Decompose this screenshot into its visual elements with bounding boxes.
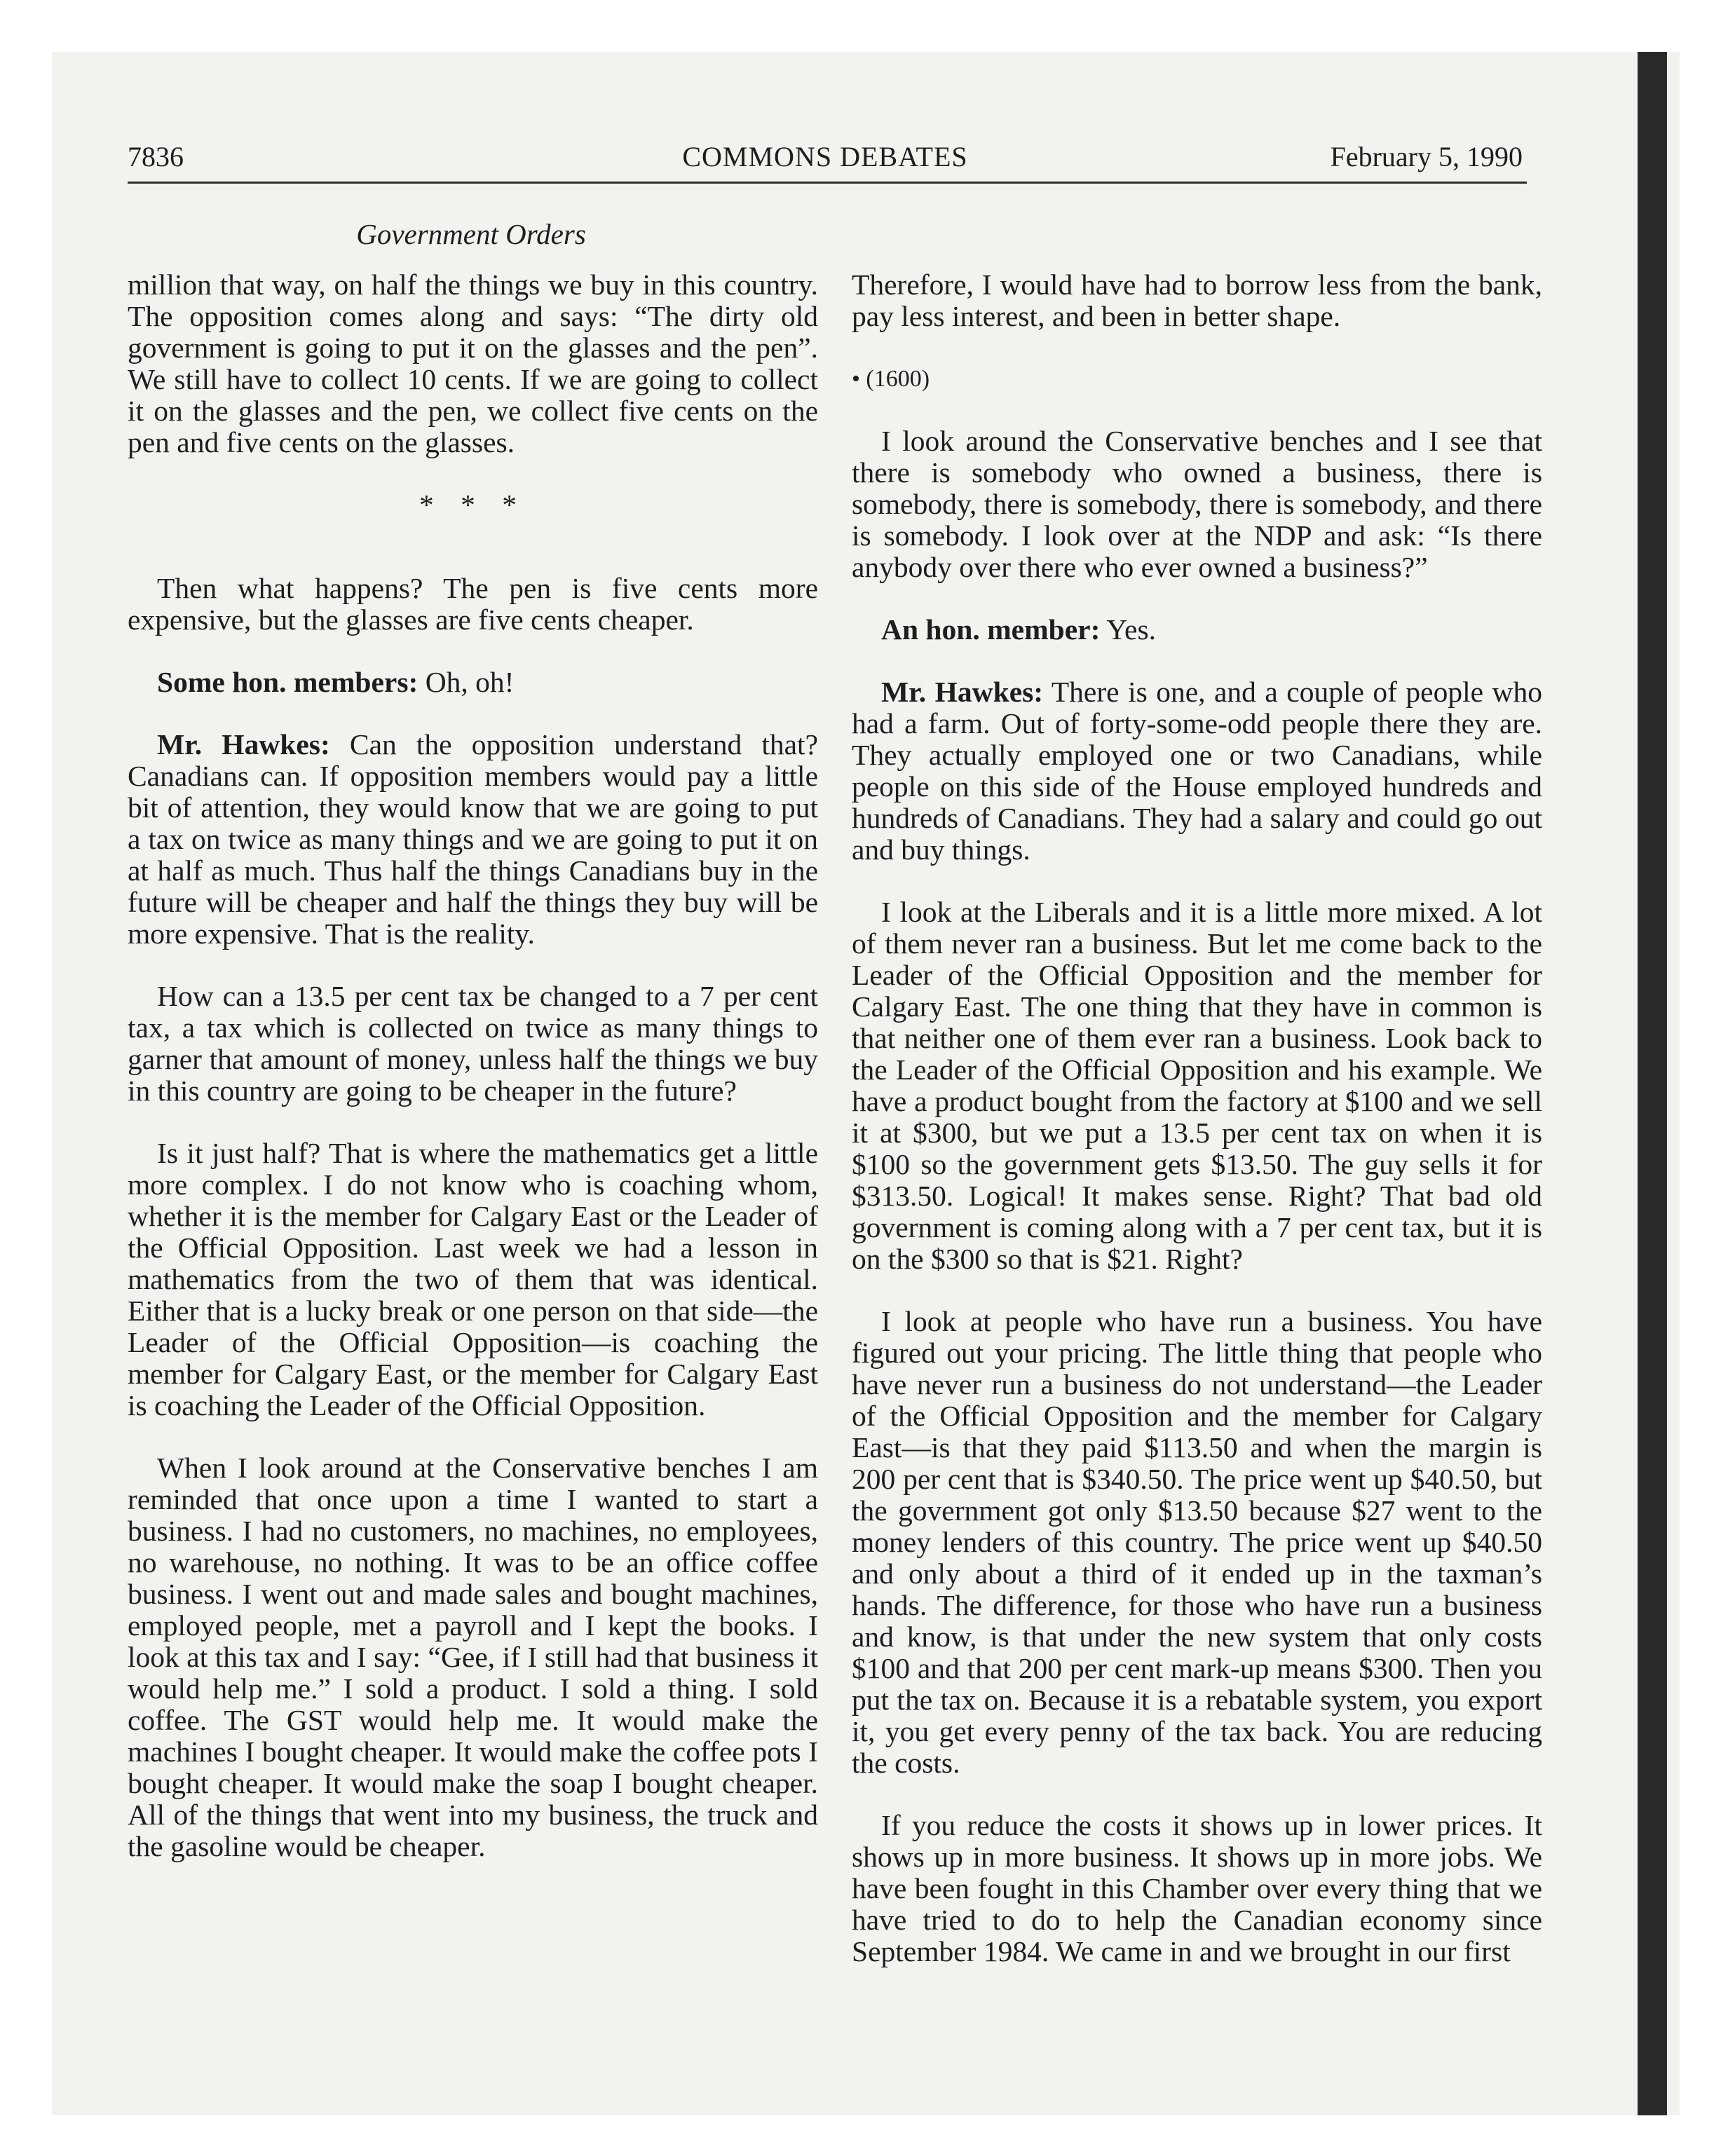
paragraph: Then what happens? The pen is five cents more expensive, but the glasses are five cents cheaper. bbox=[128, 572, 818, 636]
speaker-name: Mr. Hawkes: bbox=[157, 728, 330, 760]
scan-edge-bar bbox=[1638, 52, 1667, 2115]
speech-paragraph bbox=[852, 676, 1542, 866]
journal-title: COMMONS DEBATES bbox=[682, 141, 968, 172]
speaker-name: Some hon. members: bbox=[157, 666, 419, 698]
speech-text: Yes. bbox=[1100, 613, 1156, 646]
right-column bbox=[852, 269, 1542, 1998]
speech-text: There is one, and a couple of people who had a farm. Out of forty-some-odd people there they are. They actually employed one or two Canadians, while people on this side of the House employed hundreds and hundreds of Canadians. They had a salary and could go out and buy things. bbox=[852, 676, 1543, 866]
paragraph: I look around the Conservative benches and I see that there is somebody who owned a business, there is somebody, there is somebody, there is somebody, and there is somebody. I look over at the NDP and ask: “Is there anybody over there who ever owned a business?” bbox=[852, 425, 1542, 583]
speech-paragraph bbox=[128, 667, 818, 698]
paragraph: When I look around at the Conservative benches I am reminded that once upon a time I wanted to start a business. I had no customers, no machines, no employees, no warehouse, no nothing. It was to be an office coffee business. I went out and made sales and bought machines, employed people, met a payroll and I kept the books. I look at this tax and I say: “Gee, if I still had that business it would help me.” I sold a product. I sold a thing. I sold coffee. The GST would help me. It would make the machines I bought cheaper. It would make the coffee pots I bought cheaper. It would make the soap I bought cheaper. All of the things that went into my business, the truck and the gasoline would be cheaper. bbox=[128, 1452, 818, 1862]
page-number: 7836 bbox=[128, 141, 184, 172]
speech-text: Oh, oh! bbox=[418, 666, 515, 698]
speaker-name: Mr. Hawkes: bbox=[881, 676, 1044, 708]
speech-text: Can the opposition understand that? Canadians can. If opposition members would pay a little bit of attention, they would know that we are going to put a tax on twice as many things and we are going to put it on at half as much. Thus half the things Canadians buy in the future will be cheaper and half the things they buy will be more expensive. That is the reality. bbox=[128, 728, 818, 950]
time-stamp: • (1600) bbox=[852, 366, 930, 392]
page-date: February 5, 1990 bbox=[1330, 141, 1523, 172]
speech-paragraph bbox=[852, 614, 1542, 646]
speech-paragraph bbox=[128, 729, 818, 950]
paragraph: If you reduce the costs it shows up in lower prices. It shows up in more business. It shows up in more jobs. We have been fought in this Chamber over every thing that we have tried to do to help the Canadian economy since September 1984. We came in and we brought in our first bbox=[852, 1809, 1542, 1967]
paragraph: How can a 13.5 per cent tax be changed to a 7 per cent tax, a tax which is collected on twice as many things to garner that amount of money, unless half the things we buy in this country are going to be cheaper in the future? bbox=[128, 980, 818, 1107]
left-column bbox=[128, 269, 818, 1893]
section-heading: Government Orders bbox=[356, 218, 586, 250]
paragraph: I look at people who have run a business. You have figured out your pricing. The little thing that people who have never run a business do not understand—the Leader of the Official Opposition and the member for Calgary East—is that they paid $113.50 and when the margin is 200 per cent that is $340.50. The price went up $40.50, but the government got only $13.50 because $27 went to the money lenders of this country. The price went up $40.50 and only about a third of it ended up in the taxman’s hands. The difference, for those who have run a business and know, is that under the new system that only costs $100 and that 200 per cent mark-up means $300. Then you put the tax on. Because it is a rebatable system, you export it, you get every penny of the tax back. You are reducing the costs. bbox=[852, 1305, 1542, 1779]
page-header bbox=[128, 140, 1523, 182]
paragraph: million that way, on half the things we buy in this country. The opposition comes along and says: “The dirty old government is going to put it on the glasses and the pen”. We still have to collect 10 cents. If we are going to collect it on the glasses and the pen, we collect five cents on the pen and five cents on the glasses. bbox=[128, 268, 818, 458]
paragraph: I look at the Liberals and it is a little more mixed. A lot of them never ran a business. But let me come back to the Leader of the Official Opposition and the member for Calgary East. The one thing that they have in common is that neither one of them ever ran a business. Look back to the Leader of the Official Opposition and his example. We have a product bought from the factory at $100 and we sell it at $300, but we put a 13.5 per cent tax on when it is $100 so the government gets $13.50. The guy sells it for $313.50. Logical! It makes sense. Right? That bad old government is coming along with a 7 per cent tax, but it is on the $300 so that is $21. Right? bbox=[852, 896, 1542, 1275]
header-rule bbox=[128, 182, 1527, 184]
section-separator: * * * bbox=[419, 489, 526, 521]
speaker-name: An hon. member: bbox=[881, 613, 1101, 646]
paragraph: Therefore, I would have had to borrow less from the bank, pay less interest, and been in better shape. bbox=[852, 268, 1542, 332]
paragraph: Is it just half? That is where the mathematics get a little more complex. I do not know who is coaching whom, whether it is the member for Calgary East or the Leader of the Official Opposition. Last week we had a lesson in mathematics from the two of them that was identical. Either that is a lucky break or one person on that side—the Leader of the Official Opposition—is coaching the member for Calgary East, or the member for Calgary East is coaching the Leader of the Official Opposition. bbox=[128, 1137, 818, 1421]
